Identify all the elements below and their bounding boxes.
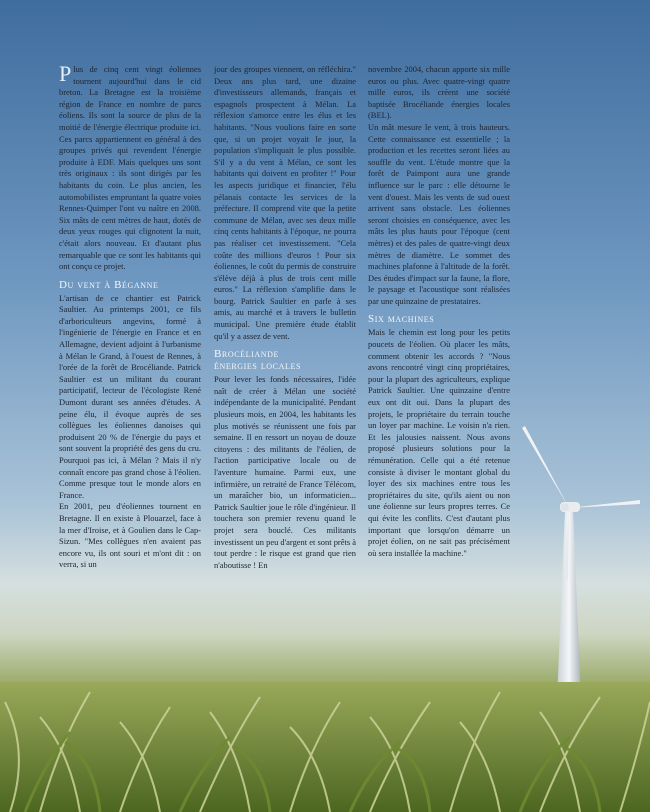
article-column-2 [214, 64, 356, 571]
paragraph: novembre 2004, chacun apporte six mille euros ou plus. Avec quatre-vingt quatre mille euros, ils créent une société baptisée Brocéliande énergies locales (BEL). [368, 64, 510, 121]
paragraph: Un mât mesure le vent, à trois hauteurs. Cette connaissance est essentielle ; la production et les recettes seront liées au souffle du vent. L'étude montre que la forêt de Paimpont aura une grande influence sur le parc : elle détourne le vent d'ouest. Mais les vents de sud ouest arrivent sans obstacle. Les éoliennes seront choisies en conséquence, avec les mâts les plus hauts pour l'époque (cent mètres) et des pales de quatre-vingt deux mètres de diamètre. Le sommet des machines plafonne à l'altitude de la forêt. Des études d'impact sur la faune, la flore, le paysage et l'acoustique sont réalisées par une quinzaine de prestataires. [368, 121, 510, 306]
paragraph: L'artisan de ce chantier est Patrick Saultier. Au printemps 2001, ce fils d'arboriculteurs angevins, formé à l'ingénierie de l'énergie en France et en Allemagne, devient adjoint à l'urbanisme à Mélan le Grand, à l'ouest de Rennes, à l'orée de la forêt de Brocéliande. Patrick Saultier est un militant du courant participatif, lecteur de l'écologiste René Dumont durant ses années d'études. A peine élu, il évoque auprès de ses collègues les éoliennes danoises qui produisent 20 % de l'énergie du pays et sont souvent la propriété des gens du cru. Pourquoi pas ici, à Mélan ? Mais il n'y connaît encore pas grand chose à l'éolien. Comme presque tout le monde alors en France. [59, 292, 201, 500]
section-heading-line-1: Brocéliande [214, 348, 280, 361]
section-heading-du-vent: Du vent à Béganne [59, 278, 159, 291]
paragraph: Pour lever les fonds nécessaires, l'idée naît de créer à Mélan une société indépendante de la municipalité. Pendant plusieurs mois, en 2004, les habitants les plus motivés se réunissent une fois par semaine. Il en ressort un noyau de douze citoyens : des militants de l'éolien, de l'action participative locale ou de l'aventure humaine. Parmi eux, une infirmière, un retraité de France Télécom, un maraîcher bio, un informaticien... Patrick Saultier joue le rôle d'ingénieur. Il touchera son premier revenu quand le projet sera bouclé. Ces militants investissent un peu d'argent et sont prêts à tout perdre : le risque est grand que rien n'aboutisse ! En [214, 374, 356, 570]
dropcap: P [59, 61, 72, 86]
intro-paragraph: Plus de cinq cent vingt éoliennes tournent aujourd'hui dans le cid breton. La Bretagne est la troisième région de France en nombre de parcs éoliens. Ils sont la source de plus de la moitié de l'énergie électrique produite ici. Ces parcs appartiennent en général à des groupes privés qui revendent l'énergie produite à EDF. Mais quelques uns sont très originaux : ils sont dirigés par les habitants du coin. Le plus ancien, les automobilistes empruntant la quatre voies Rennes-Quimper l'ont vu naître en 2008. Six mâts de cent mètres de haut, dotés de deux yeux rouges qui clignotent la nuit, c'était alors nouveau. Et d'autant plus remarquable que ce sont les habitants qui ont conçu ce projet. [59, 61, 201, 272]
section-heading-line-2: énergies locales [214, 360, 302, 373]
section-heading-broceliande [214, 348, 356, 372]
paragraph: Mais le chemin est long pour les petits poucets de l'éolien. Où placer les mâts, comment obtenir les accords ? "Nous avons rencontré vingt cinq propriétaires, pour la plupart des agriculteurs, explique Patrick Saultier. Une quinzaine d'entre eux ont dit oui. Dans la plupart des projets, le propriétaire du terrain touche un loyer par machine. Le voisin n'a rien. Et les jalousies naissent. Nous avons proposé plusieurs solutions pour la rémunération. Celle qui a été retenue consiste à diviser le montant global du loyer des six machines entre tous les propriétaires du site, qu'ils aient ou non une éolienne sur leurs propres terres. Ce qui évite les conflits. C'est d'autant plus important que lorsqu'on démarre un projet éolien, on ne sait pas précisément où sera installée la machine." [368, 327, 510, 558]
paragraph: En 2001, peu d'éoliennes tournent en Bretagne. Il en existe à Plouarzel, face à la mer d'Iroise, et à Goulien dans le Cap-Sizun. "Mes collègues n'en avaient pas encore vu, ils ont souri et m'ont dit : on verra, si un [59, 501, 201, 570]
cornfield-illustration [0, 662, 650, 812]
paragraph: jour des groupes viennent, on réfléchira." Deux ans plus tard, une dizaine d'investisseurs allemands, français et espagnols prospectent à Mélan. La réflexion s'amorce entre les élus et les habitants. "Nous voulions faire en sorte que, si un projet voyait le jour, la population s'impliquait le plus possible. S'il y a du vent à Mélan, ce sont les habitants qui doivent en profiter !" Pour les aspects juridique et financier, l'élu pélanais contacte les services de la préfecture. Il comprend vite que la petite commune de Mélan, avec ses deux mille cinq cents habitants à l'époque, ne pourra pas réaliser cet investissement. "Cela coûte des millions d'euros ! Pour six éoliennes, le coût du permis de construire s'élève déjà à plus de trois cent mille euros." La réflexion s'amplifie dans le bourg. Patrick Saultier en parle à ses amis, au marché et à travers le bulletin municipal. Une première étude établit qu'il y a assez de vent. [214, 64, 356, 341]
article-column-1 [59, 61, 201, 571]
article-column-3 [368, 64, 510, 559]
section-heading-six-machines: Six machines [368, 313, 435, 326]
